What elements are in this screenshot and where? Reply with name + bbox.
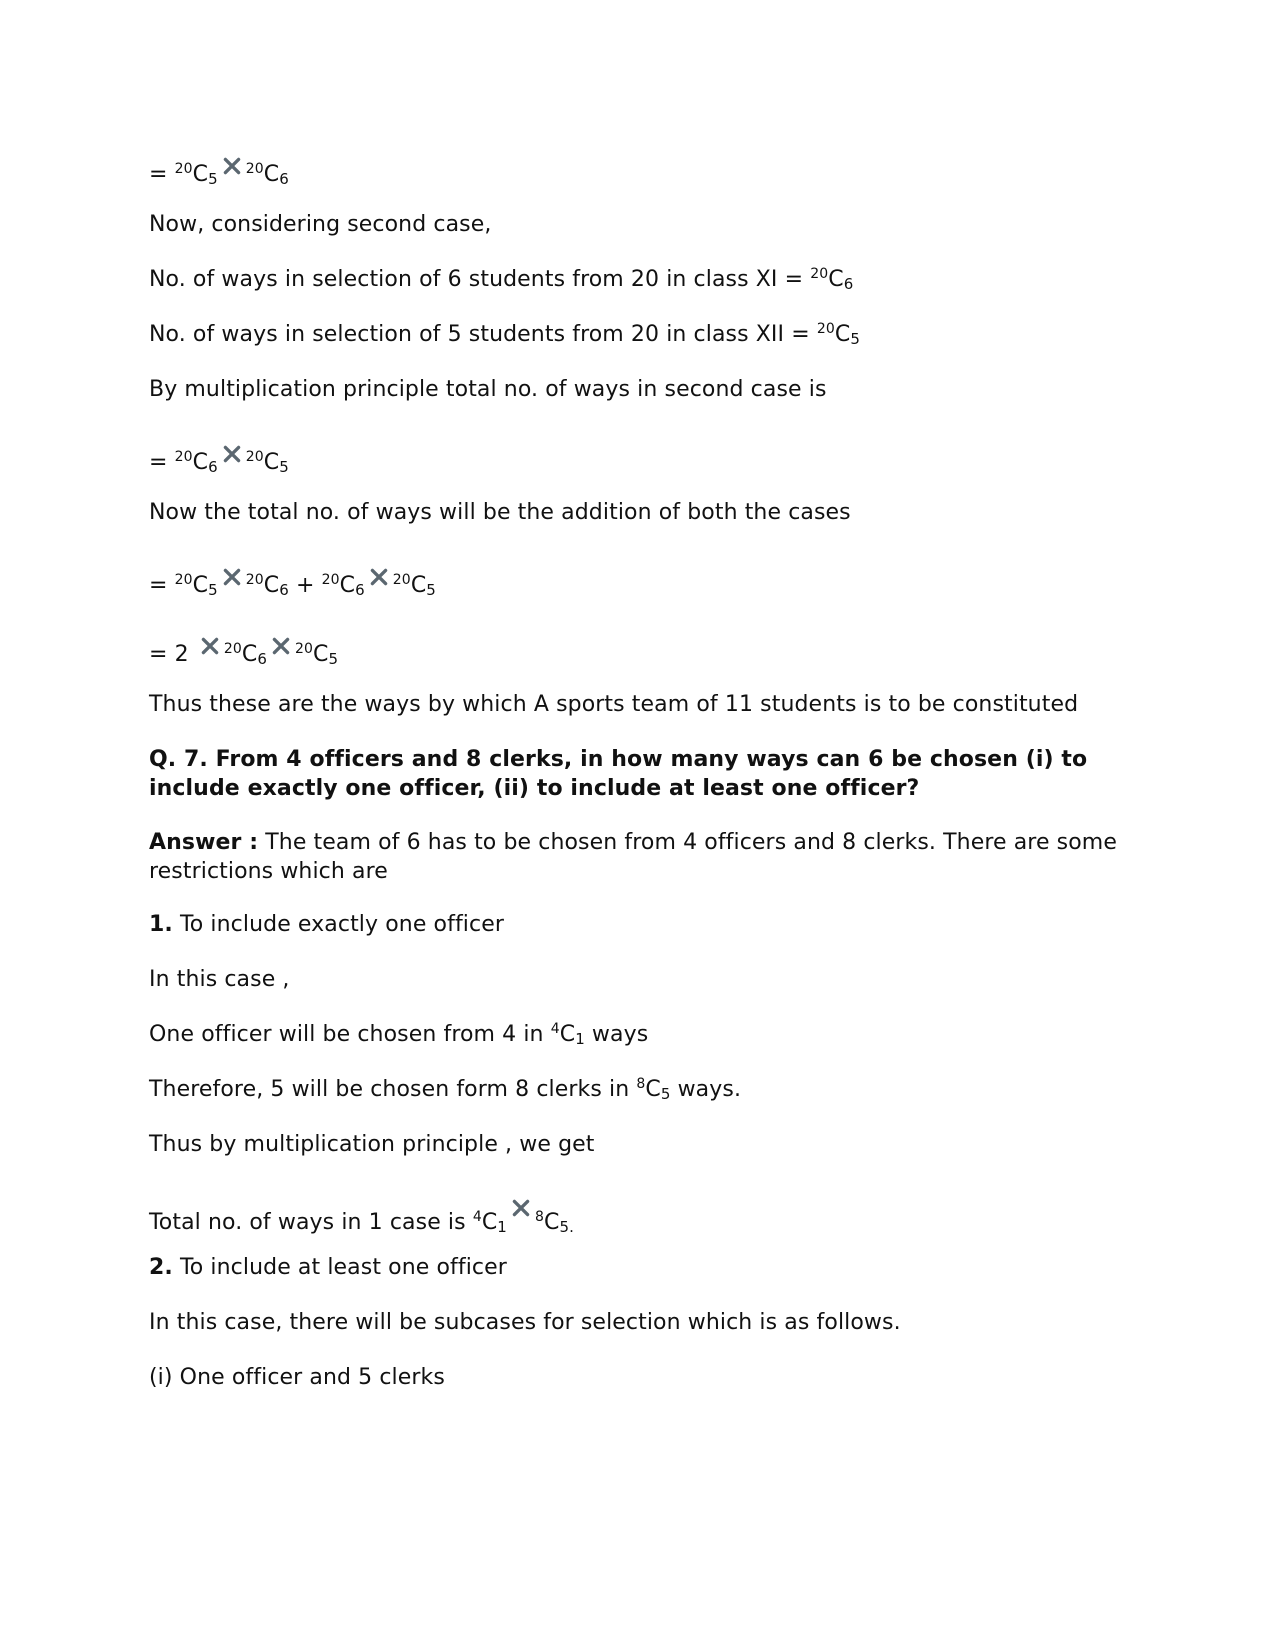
superscript: 20 (245, 572, 264, 588)
case-2-heading (149, 1253, 507, 1283)
multiplication-cross-icon (199, 635, 221, 657)
subscript: 6 (355, 581, 365, 599)
multiplication-cross-icon (510, 1197, 532, 1219)
line-text: Total no. of ways in 1 case is (149, 1210, 473, 1235)
case-text: To include at least one officer (172, 1255, 507, 1280)
superscript: 20 (810, 266, 829, 282)
subscript: 1 (575, 1030, 585, 1048)
clerks-selection-line: Therefore, 5 will be chosen form 8 clerks in $^8C_5$ ways. (149, 1076, 742, 1103)
second-case-intro: Now, considering second case, (149, 212, 492, 237)
superscript: 4 (550, 1021, 560, 1037)
multiplication-cross-icon (221, 566, 243, 588)
question-7: Q. 7. From 4 officers and 8 clerks, in how many ways can 6 be chosen (i) to include exactly one officer, (ii) to include at least one officer? (149, 747, 1088, 801)
multiplication-cross-icon (368, 566, 390, 588)
subscript: 6 (279, 170, 289, 188)
subcase-i: (i) One officer and 5 clerks (149, 1365, 445, 1390)
line-text: Therefore, 5 will be chosen form 8 clerks in (149, 1077, 637, 1102)
subscript: 6 (843, 275, 854, 293)
equals-sign: = (149, 162, 175, 187)
line-tail: ways (584, 1022, 649, 1047)
superscript: 20 (245, 449, 264, 465)
equals-sign: = (149, 450, 175, 475)
multiplication-cross-icon (270, 635, 292, 657)
equals-two: = 2 (149, 642, 196, 667)
superscript: 4 (472, 1209, 482, 1225)
multiplication-cross-icon (221, 155, 243, 177)
equation-first-case-product: = $^{20}C_5^{20}C_6$ (149, 155, 289, 190)
superscript: 20 (223, 641, 242, 657)
subscript: 5 (850, 330, 860, 348)
line-text: No. of ways in selection of 5 students from 20 in class XII = (149, 322, 817, 347)
subscript: 5 (208, 581, 218, 599)
case-number: 1. (149, 912, 173, 937)
multiplication-cross-icon (221, 443, 243, 465)
superscript: 8 (636, 1076, 646, 1092)
superscript: 20 (392, 572, 411, 588)
equation-sum-of-cases: = $^{20}C_5^{20}C_6 + ^{20}C_6^{20}C_5$ (149, 566, 436, 601)
subscript: 6 (208, 458, 218, 476)
case-text: To include exactly one officer (172, 912, 504, 937)
superscript: 20 (321, 572, 340, 588)
subscript: 6 (257, 650, 267, 668)
superscript: 20 (174, 449, 193, 465)
answer-label: Answer : (149, 830, 259, 855)
case-number: 2. (149, 1255, 173, 1280)
subcases-intro: In this case, there will be subcases for selection which is as follows. (149, 1310, 901, 1335)
subscript: 5 (328, 650, 339, 668)
equation-second-case-product: = $^{20}C_6^{20}C_5$ (149, 443, 289, 478)
subscript: 5 (208, 170, 218, 188)
line-text: One officer will be chosen from 4 in (149, 1022, 551, 1047)
equals-sign: = (149, 573, 175, 598)
superscript: 20 (294, 641, 313, 657)
subscript: 6 (279, 581, 289, 599)
multiplication-we-get: Thus by multiplication principle , we get (149, 1132, 595, 1157)
officer-selection-line: One officer will be chosen from 4 in $^4C_1$ ways (149, 1021, 649, 1048)
line-text: No. of ways in selection of 6 students from 20 in class XI = (149, 267, 811, 292)
subscript: 1 (497, 1218, 507, 1236)
multiplication-second-case: By multiplication principle total no. of ways in second case is (149, 377, 827, 402)
superscript: 8 (534, 1209, 544, 1225)
class-xi-selection-line: No. of ways in selection of 6 students from 20 in class XI = $^{20}C_6$ (149, 266, 854, 293)
equation-doubled: = 2 $^{20}C_6^{20}C_5$ (149, 635, 338, 670)
answer-text: The team of 6 has to be chosen from 4 officers and 8 clerks. There are some restrictions which are (149, 830, 1117, 884)
subscript: 5 (660, 1085, 671, 1103)
case-1-heading (149, 910, 504, 940)
total-case-1-line: Total no. of ways in 1 case is $^4C_1^8C_{5.}$ (149, 1197, 574, 1238)
superscript: 20 (174, 161, 193, 177)
plus-sign: + (288, 573, 322, 598)
in-this-case: In this case , (149, 967, 290, 992)
conclusion: Thus these are the ways by which A sports team of 11 students is to be constituted (149, 692, 1079, 717)
answer-paragraph (149, 828, 1139, 886)
subscript: 5 (426, 581, 436, 599)
line-tail: ways. (670, 1077, 742, 1102)
class-xii-selection-line: No. of ways in selection of 5 students from 20 in class XII = $^{20}C_5$ (149, 321, 860, 348)
superscript: 20 (174, 572, 193, 588)
total-intro: Now the total no. of ways will be the addition of both the cases (149, 500, 851, 525)
subscript: 5 (279, 458, 289, 476)
superscript: 20 (816, 321, 835, 337)
superscript: 20 (245, 161, 264, 177)
subscript: 5. (559, 1218, 574, 1236)
